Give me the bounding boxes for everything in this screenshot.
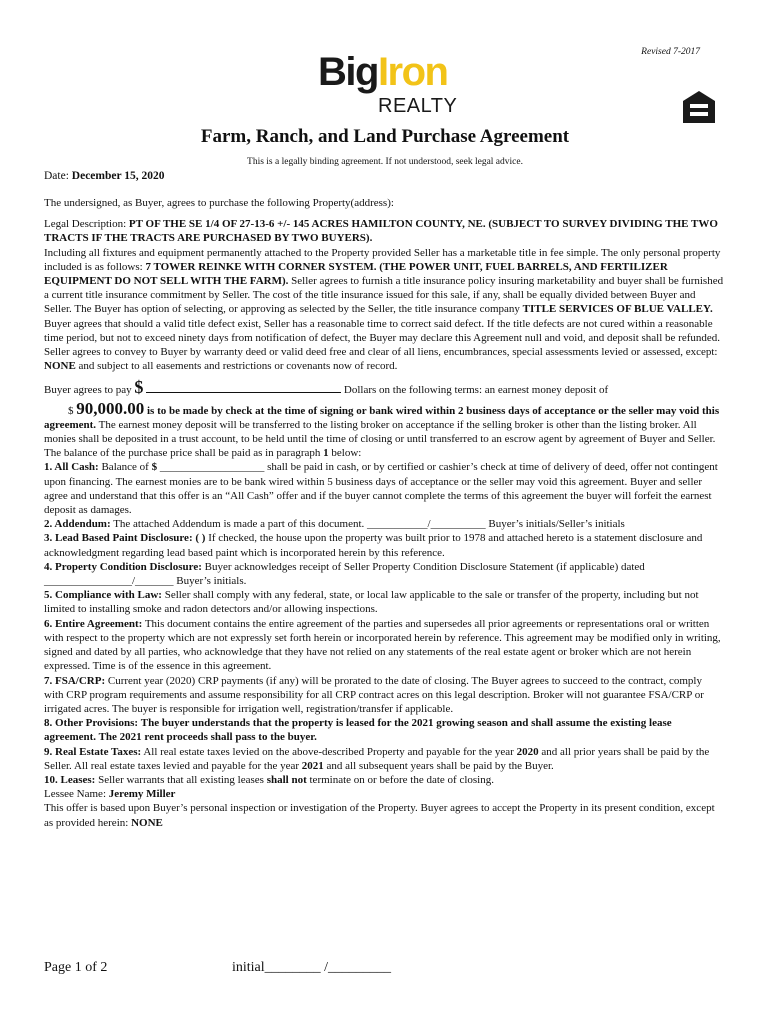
- initial-line[interactable]: initial________ /_________: [232, 960, 392, 975]
- clause-7-label: 7. FSA/CRP:: [44, 674, 106, 687]
- clause-lead-paint: [44, 531, 724, 559]
- clause-4-text: Buyer acknowledges receipt of Seller Property Condition Disclosure Statement (if applicable) dated ________________/_______ Buyer’s initials.: [44, 560, 645, 588]
- legal-warning: This is a legally binding agreement. If not understood, seek legal advice.: [247, 157, 523, 167]
- earnest-money-paragraph: [44, 398, 724, 461]
- logo-word-iron: Iron: [377, 50, 448, 94]
- lessee-label: Lessee Name:: [44, 788, 106, 801]
- tax-year-seller: 2020: [516, 745, 539, 758]
- terms-label: Dollars on the following terms: an earnest money deposit of: [343, 384, 609, 397]
- title-defect-text: Buyer agrees that should a valid title defect exist, Seller has a reasonable time to correct said defect. If the title defects are not cured within a reasonable time period, but not to exceed ninety days from notification of defect, the Buyer may declare this Agreement null and void, and deposit shall be refunded. Seller agrees to convey to Buyer by warranty deed or valid deed free and clear of all liens, encumbrances, special assessments levied or assessed, except:: [44, 317, 720, 359]
- purchase-price-blank[interactable]: [146, 383, 341, 393]
- bigiron-realty-logo: [318, 50, 468, 119]
- tax-year-buyer: 2021: [301, 759, 324, 772]
- clause-8-text: The buyer understands that the property is leased for the 2021 growing season and shall assume the existing lease agreement. The 2021 rent proceeds shall pass to the buyer.: [44, 717, 672, 744]
- logo-word-realty: REALTY: [378, 95, 458, 117]
- date-label: Date:: [44, 170, 69, 182]
- lessee-value: Jeremy Miller: [108, 788, 176, 801]
- clause-5-label: 5. Compliance with Law:: [44, 589, 162, 602]
- clause-other-provisions: [44, 716, 724, 744]
- clause-9-text-b: and all prior years shall be paid by the Seller. All real estate taxes levied and payable for the year: [44, 745, 710, 772]
- easements-text: and subject to all easements and restrictions or covenants now of record.: [78, 360, 398, 373]
- clause-2-label: 2. Addendum:: [44, 518, 111, 531]
- inspection-value: NONE: [131, 816, 163, 829]
- personal-property-value: 7 TOWER REINKE WITH CORNER SYSTEM. (THE POWER UNIT, FUEL BARRELS, AND FERTILIZER EQUIPMENT DO NOT SELL WITH THE FARM).: [44, 260, 668, 288]
- clause-addendum: [44, 517, 724, 531]
- clause-7-text: Current year (2020) CRP payments (if any) will be prorated to the date of closing. The Buyer agrees to succeed to the contract, comply with CRP program requirements and assume responsibility for all CRP contract acres on this legal description. Broker will not guarantee FSA/CRP or irrigated acres. The buyer is responsible for irrigation well, registration/transfer if applicable.: [44, 674, 704, 715]
- clause-10-label: 10. Leases:: [44, 773, 96, 786]
- title-insurance-text: Seller agrees to furnish a title insurance policy insuring marketability and buyer shall be furnished a current title insurance commitment by Seller. The cost of the title insurance issued for this sale, if any, shall be equally divided between Buyer and Seller. The Buyer has option of selecting, or approving as selected by the Seller, the title insurance company: [44, 275, 724, 316]
- clause-1-text: shall be paid in cash, or by certified or cashier’s check at time of delivery of deed, offer not contingent upon financing. The earnest monies are to be bank wired within 5 business days of acceptance or the seller may void this agreement. Buyer and seller agree and understand that this offer is an “All Cash” offer and if the buyer cannot complete the terms of this agreement the buyer will forfeit the earnest deposit as damages.: [44, 461, 718, 517]
- clause-5-text: Seller shall comply with any federal, state, or local law applicable to the sale or transfer of the property, including but not limited to installing smoke and radon detectors and/or allowing inspections.: [44, 589, 699, 616]
- balance-label: Balance of: [101, 461, 149, 474]
- clause-6-text: This document contains the entire agreement of the parties and supersedes all prior agreements or representations oral or written with respect to the property which are not expressly set forth herein or incorporated herein by reference. This agreement may be modified only in writing, signed and dated by all parties, who acknowledge that they have not relied on any statements of the real estate agent or broker which are not herein expressed. Time is of the essence in this agreement.: [44, 617, 721, 673]
- deposit-dollar-sign: $: [68, 404, 74, 417]
- lead-paint-checkbox[interactable]: ( ): [195, 532, 206, 545]
- clause-all-cash: [44, 460, 724, 517]
- clause-leases: [44, 773, 724, 787]
- fixtures-text: Including all fixtures and equipment permanently attached to the Property provided Seller has a marketable title in fee simple. The only personal property included is as follows:: [44, 246, 721, 273]
- below-text: below:: [331, 447, 362, 460]
- clause-2-text: The attached Addendum is made a part of this document. ___________/__________ Buyer’s initials/Seller’s initials: [113, 518, 625, 531]
- inspection-text: This offer is based upon Buyer’s personal inspection or investigation of the Property. Buyer agrees to accept the Property in its present condition, except as provided herein:: [44, 802, 715, 829]
- clause-3-text: If checked, the house upon the property was built prior to 1978 and attached hereto is a statement disclosure and acknowledgment regarding lead based paint which is incorporated herein by this reference.: [44, 532, 703, 559]
- legal-description: [44, 217, 724, 373]
- clause-property-condition: [44, 560, 724, 588]
- inspection-clause: [44, 801, 724, 829]
- clause-9-text-c: and all subsequent years shall be paid by the Buyer.: [326, 759, 554, 772]
- clause-1-label: 1. All Cash:: [44, 461, 99, 474]
- clause-fsa-crp: [44, 674, 724, 717]
- clause-10-text-a: Seller warrants that all existing leases: [98, 773, 264, 786]
- logo-word-big: Big: [318, 50, 378, 94]
- clause-4-label: 4. Property Condition Disclosure:: [44, 560, 202, 573]
- legal-value: PT OF THE SE 1/4 OF 27-13-6 +/- 145 ACRES HAMILTON COUNTY, NE. (SUBJECT TO SURVEY DIVIDING THE TWO TRACTS IF THE TRACTS ARE PURCHASED BY TWO BUYERS).: [44, 218, 718, 245]
- clause-real-estate-taxes: [44, 745, 724, 773]
- lessee-line: [44, 787, 724, 801]
- clause-10-emphasis: shall not: [266, 773, 307, 786]
- page-number: Page 1 of 2: [44, 960, 108, 975]
- balance-dollar-sign: $: [151, 461, 158, 474]
- clause-9-text-a: All real estate taxes levied on the above-described Property and payable for the year: [143, 745, 514, 758]
- clause-9-label: 9. Real Estate Taxes:: [44, 745, 142, 758]
- revision-label: Revised 7-2017: [641, 47, 700, 57]
- clause-compliance: [44, 588, 724, 616]
- intro-text: The undersigned, as Buyer, agrees to purchase the following Property(address):: [44, 197, 394, 209]
- title-company-value: TITLE SERVICES OF BLUE VALLEY.: [522, 303, 713, 316]
- legal-label: Legal Description:: [44, 218, 127, 231]
- paragraph-reference: 1: [323, 447, 329, 460]
- agreement-body: [44, 196, 724, 830]
- exceptions-value: NONE: [44, 360, 76, 373]
- agreement-date: [44, 170, 165, 182]
- price-dollar-sign: $: [134, 377, 144, 398]
- equal-housing-opportunity-icon: [680, 88, 718, 126]
- balance-blank[interactable]: ___________________: [159, 461, 265, 474]
- clause-3-label: 3. Lead Based Paint Disclosure:: [44, 532, 193, 545]
- clause-8-label: 8. Other Provisions:: [44, 717, 139, 730]
- deposit-terms: The earnest money deposit will be transferred to the listing broker on acceptance if the selling broker is other than the listing broker. All monies shall be deposited in a trust account, to be held until the time of closing or until transferred to an escrow agent by agreement of Buyer and Seller. The balance of the purchase price shall be paid as in paragraph: [44, 418, 716, 460]
- date-value: December 15, 2020: [71, 170, 165, 182]
- clause-6-label: 6. Entire Agreement:: [44, 617, 143, 630]
- document-title: Farm, Ranch, and Land Purchase Agreement: [200, 126, 570, 147]
- deposit-terms-bold: is to be made by check at the time of signing or bank wired within 2 business days of acceptance or the seller may void this agreement.: [44, 404, 720, 431]
- purchase-price-line: [44, 377, 724, 398]
- clause-10-text-b: terminate on or before the date of closing.: [309, 773, 494, 786]
- deposit-amount: 90,000.00: [76, 398, 145, 418]
- pay-label: Buyer agrees to pay: [44, 384, 132, 397]
- clause-entire-agreement: [44, 617, 724, 674]
